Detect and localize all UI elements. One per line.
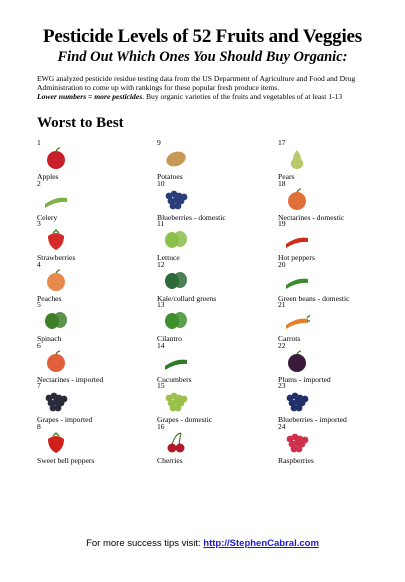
produce-item — [37, 220, 157, 262]
produce-rank: 6 — [37, 340, 41, 350]
produce-rank: 4 — [37, 259, 41, 269]
produce-name: Kale/collard greens — [157, 293, 217, 303]
produce-name: Green beans - domestic — [278, 293, 350, 303]
celery-icon — [43, 188, 69, 212]
produce-item — [37, 139, 157, 181]
green-grapes-icon — [163, 390, 189, 414]
intro-emphasis: Lower numbers = more pesticides — [37, 92, 143, 102]
produce-item — [157, 261, 277, 303]
strawberry-icon — [43, 228, 69, 252]
produce-name: Blueberries - domestic — [157, 212, 226, 222]
produce-rank: 11 — [157, 219, 165, 228]
produce-name: Grapes - imported — [37, 415, 93, 424]
produce-item — [278, 180, 398, 222]
blueberries-icon — [163, 188, 189, 212]
produce-item — [37, 180, 157, 222]
produce-rank: 13 — [157, 300, 165, 309]
apple-icon — [43, 147, 69, 171]
produce-name: Hot peppers — [278, 253, 315, 262]
produce-rank: 7 — [37, 381, 41, 390]
footer-text: For more success tips visit: — [86, 538, 204, 549]
produce-rank: 17 — [278, 138, 286, 147]
produce-name: Cherries — [157, 455, 183, 465]
kale-icon — [163, 269, 189, 293]
produce-rank: 18 — [278, 178, 286, 188]
intro-paragraph — [37, 74, 383, 102]
produce-name: Raspberries — [278, 455, 314, 465]
produce-name: Plums - imported — [278, 374, 331, 384]
produce-item — [37, 261, 157, 303]
produce-item — [278, 301, 398, 343]
produce-rank: 16 — [157, 421, 165, 431]
produce-item — [37, 423, 157, 465]
produce-item — [157, 139, 277, 181]
produce-name: Lettuce — [157, 253, 180, 262]
produce-item — [278, 382, 398, 424]
produce-name: Celery — [37, 212, 58, 222]
produce-name: Peaches — [37, 293, 62, 303]
produce-item — [157, 220, 277, 262]
produce-rank: 12 — [157, 259, 165, 269]
raspberries-icon — [284, 431, 310, 455]
produce-rank: 5 — [37, 300, 41, 309]
produce-rank: 9 — [157, 138, 161, 147]
produce-item — [37, 342, 157, 384]
produce-rank: 20 — [278, 259, 286, 269]
peach-icon — [43, 269, 69, 293]
produce-rank: 10 — [157, 178, 165, 188]
produce-rank: 22 — [278, 340, 286, 350]
nectarine-icon — [43, 350, 69, 374]
page-subtitle: Find Out Which Ones You Should Buy Organic: — [57, 49, 348, 65]
intro-text: EWG analyzed pesticide residue testing data from the US Department of Agriculture and Food and Drug Administration to come up with rankings for these popular fresh produce items. — [37, 74, 356, 93]
produce-name: Potatoes — [157, 172, 183, 181]
produce-rank: 24 — [278, 421, 286, 431]
produce-rank: 23 — [278, 381, 286, 390]
footer-link[interactable]: http://StephenCabral.com — [203, 538, 319, 549]
produce-name: Strawberries — [37, 253, 76, 262]
section-title: Worst to Best — [37, 115, 124, 131]
produce-name: Spinach — [37, 334, 62, 343]
produce-name: Cilantro — [157, 334, 182, 343]
produce-item — [278, 261, 398, 303]
produce-name: Pears — [278, 172, 295, 181]
produce-item — [37, 301, 157, 343]
produce-name: Cucumbers — [157, 374, 192, 384]
cherries-icon — [163, 431, 189, 455]
bell-pepper-icon — [43, 431, 69, 455]
produce-item — [37, 382, 157, 424]
produce-item — [157, 180, 277, 222]
carrot-icon — [284, 309, 310, 333]
produce-name: Sweet bell peppers — [37, 455, 95, 465]
pear-icon — [284, 147, 310, 171]
produce-grid — [37, 139, 397, 519]
produce-rank: 1 — [37, 138, 41, 147]
page-title: Pesticide Levels of 52 Fruits and Veggies — [42, 26, 362, 47]
nectarine-icon — [284, 188, 310, 212]
produce-rank: 2 — [37, 178, 41, 188]
plum-icon — [284, 350, 310, 374]
green-beans-icon — [284, 269, 310, 293]
produce-rank: 8 — [37, 421, 41, 431]
spinach-icon — [43, 309, 69, 333]
produce-rank: 15 — [157, 381, 165, 390]
cilantro-icon — [163, 309, 189, 333]
lettuce-icon — [163, 228, 189, 252]
produce-name: Blueberries - imported — [278, 415, 347, 424]
produce-item — [278, 220, 398, 262]
footer — [0, 538, 405, 549]
cucumber-icon — [163, 350, 189, 374]
produce-item — [278, 342, 398, 384]
potato-icon — [163, 147, 189, 171]
produce-name: Apples — [37, 172, 59, 181]
produce-rank: 14 — [157, 340, 165, 350]
produce-item — [278, 423, 398, 465]
produce-rank: 21 — [278, 300, 286, 309]
produce-item — [157, 301, 277, 343]
hot-pepper-icon — [284, 228, 310, 252]
grapes-icon — [43, 390, 69, 414]
produce-name: Grapes - domestic — [157, 415, 213, 424]
produce-rank: 19 — [278, 219, 286, 228]
produce-item — [157, 382, 277, 424]
produce-item — [157, 423, 277, 465]
produce-name: Nectarines - imported — [37, 374, 104, 384]
produce-item — [157, 342, 277, 384]
produce-rank: 3 — [37, 219, 41, 228]
produce-name: Nectarines - domestic — [278, 212, 345, 222]
blueberries-icon — [284, 390, 310, 414]
produce-name: Carrots — [278, 334, 301, 343]
produce-item — [278, 139, 398, 181]
intro-advice: . Buy organic varieties of the fruits and vegetables of at least 1-13 — [142, 92, 343, 102]
